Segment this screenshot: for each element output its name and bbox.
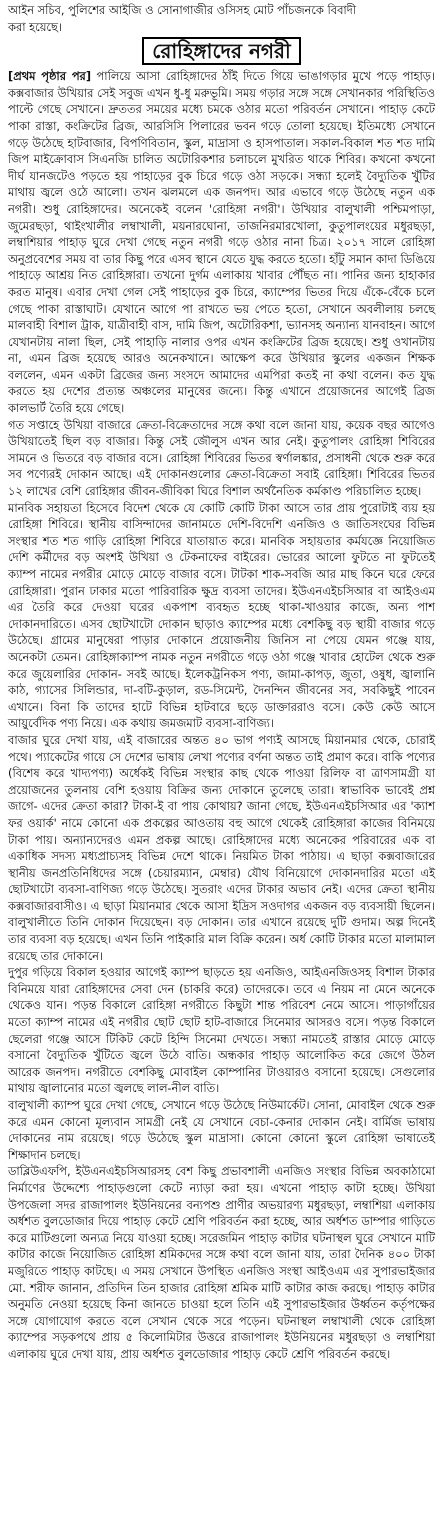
- article-paragraph: ডাব্লিউএফপি, ইউএনএইচসিআরসহ বেশ কিছু প্রভাবশালী এনজিও সংস্থার বিভিন্ন অবকাঠামো নির্মাণের উদ্দেশ্যে পাহাড়গুলো কেটে ন্যাড়া করা হয়। এখনো পাহাড় কাটা হচ্ছে। উখিয়া উপজেলা সদর রাজাপালং ইউনিয়নের বন্যপশু প্রাণীর অভয়ারণ্য মধুরছড়া, লম্বাশিয়া এলাকায় অর্ধশত বুলডোজার দিয়ে পাহাড় কেটে শ্রেণি পরিবর্তন করা হচ্ছে, আর অর্ধশত ডাম্পার গাড়িতে করে মাটিগুলো অন্যত্র নিয়ে যাওয়া হচ্ছে। সরেজমিন পাহাড় কাটার ঘটনাস্থল ঘুরে সেখানে মাটি কাটার কাজে নিয়োজিত রোহিঙ্গা শ্রমিকদের সঙ্গে কথা বলে জানা যায়, তারা দৈনিক ৪০০ টাকা মজুরিতে পাহাড় কাটছে। এ সময় সেখানে উপস্থিত এনজিও সংস্থা আইওএম এর সুপারভাইজার মো. শরীফ জানান, প্রতিদিন তিন হাজার রোহিঙ্গা শ্রমিক মাটি কাটার কাজ করছে। পাহাড় কাটার অনুমতি নেওয়া হয়েছে কিনা জানতে চাওয়া হলে তিনি এই সুপারভাইজার উর্ধ্বতন কর্তৃপক্ষের সঙ্গে যোগাযোগ করতে বলে সেখান থেকে সরে পড়েন। ঘটনাস্থল লম্বাখালী থেকে রোহিঙ্গা ক্যাম্পের সড়কপথে প্রায় ৫ কিলোমিটার উত্তরে রাজাপালং ইউনিয়নের মধুরছড়া ও লম্বাশিয়া এলাকায় ঘুরে দেখা যায়, প্রায় অর্ধশত বুলডোজার পাহাড় কেটে শ্রেণি পরিবর্তন করছে।: [8, 1164, 435, 1361]
- article-paragraph: মানবিক সহায়তা হিসেবে বিদেশ থেকে যে কোটি কোটি টাকা আসে তার প্রায় পুরোটাই ব্যয় হয় রোহিঙ্গা শিবিরে। স্থানীয় বাসিন্দাদের জানামতে দেশি-বিদেশি এনজিও ও জাতিসংঘের বিভিন্ন সংস্থার শত শত গাড়ি রোহিঙ্গা শিবিরে যাতায়াত করে। মানবিক সহায়তার কর্মযজ্ঞে নিয়োজিত দেশি কর্মীদের বড় অংশই উখিয়া ও টেকনাফের বাইরের। ভোরের আলো ফুটতে না ফুটতেই ক্যাম্প নামের নগরীর মোড়ে মোড়ে বাজার বসে। টাটকা শাক-সবজি আর মাছ কিনে ঘরে ফেরে রোহিঙ্গারা। পুরান ঢাকার মতো পারিবারিক ক্ষুদ্র ব্যবসা তাদের। ইউএনএইচসিআর বা আইওএম এর তৈরি করে দেওয়া ঘরের একপাশ ব্যবহৃত হচ্ছে থাকা-খাওয়ার কাজে, অন্য পাশ দোকানদারিতে। এসব ছোটখাটো দোকান ছাড়াও ক্যাম্পের মধ্যে বেশকিছু বড় স্থায়ী বাজার গড়ে উঠেছে। গ্রামের মানুষেরা পাড়ার দোকানে প্রয়োজনীয় জিনিস না পেয়ে যেমন গঞ্জে যায়, অনেকটা তেমন। রোহিঙ্গাক্যাম্প নামক নতুন নগরীতে গড়ে ওঠা গঞ্জে খাবার হোটেল থেকে শুরু করে জুয়েলারির দোকান- সবই আছে। ইলেকট্রনিকস পণ্য, জামা-কাপড়, জুতা, ওষুধ, জ্বালানি কাঠ, গ্যাসের সিলিন্ডার, দা-বটি-কুড়াল, রড-সিমেন্ট, দৈনন্দিন জীবনের সব, সবকিছুই পাবেন এখানে। বিনা কি তাদের হাটে বিভিন্ন হাটবারে ছড়ে ডাক্তাররাও বসে। কেউ কেউ আসে আয়ুর্বেদিক পণ্য নিয়ে। এক কথায় জমজমাট ব্যবসা-বাণিজ্য।: [8, 500, 435, 731]
- article-paragraph: [8, 68, 435, 416]
- article-body: [8, 68, 435, 1362]
- previous-article-line: আইন সচিব, পুলিশের আইজি ও সোনাগাজীর ওসিসহ মোট পাঁচজনকে বিবাদী: [8, 3, 356, 17]
- paragraph-text: পালিয়ে আসা রোহিঙ্গাদের ঠাঁই দিতে গিয়ে ভাঙাগড়ার মুখে পড়ে পাহাড়। কক্সবাজার উখিয়ার সেই সবুজ এখন ধু-ধু মরুভূমি। সময় গড়ার সঙ্গে সঙ্গে সেখানকার পরিস্থিতিও পাল্টে গেছে সেখানে। দ্রুততর সময়ের মধ্যে চমকে ওঠার মতো পরিবর্তন সেখানে। পাহাড় কেটে পাকা রাস্তা, কংক্রিটের ব্রিজ, আরসিসি পিলারের ভবন গড়ে তোলা হয়েছে। ইতিমধ্যে সেখানে গড়ে উঠেছে হাটবাজার, বিপণিবিতান, স্কুল, মাদ্রাসা ও হাসপাতাল। সকাল-বিকাল শত শত দামি জিপ মাইক্রোবাস সিএনজি চালিত অটোরিকশার চলাচলে মুখরিত থাকে শিবির। কখনো কখনো দীর্ঘ যানজটেও পড়তে হয় পাহাড়ের বুক চিরে গড়ে ওঠা সড়কে। সন্ধ্যা হলেই বৈদ্যুতিক খুঁটির মাথায় জ্বলে ওঠে আলো। তখন ঝলমলে এক জনপদ। আর এভাবে গড়ে উঠেছে নতুন এক নগরী। শুধু রোহিঙ্গাদের। অনেকেই বলেন 'রোহিঙ্গা নগরী'। উখিয়ার বালুখালী পশ্চিমপাড়া, জুমেরছড়া, থাইংখালীর লম্বাখালী, ময়নারঘোনা, তাজনিরমারখোলা, কুতুপালংয়ের মধুরছড়া, লম্বাশিয়ার পাহাড় ঘুরে দেখা গেছে নতুন নগরী গড়ে ওঠার নানা চিত্র। ২০১৭ সালে রোহিঙ্গা অনুপ্রবেশের সময় বা তার কিছু পরে এসব স্থানে যেতে যুদ্ধ করতে হতো। হাঁটু সমান কাদা ডিঙিয়ে পাহাড়ে আশ্রয় নিত রোহিঙ্গারা। তখনো দুর্গম এলাকায় খাবার পৌঁছত না। পানির জন্য হাহাকার করত মানুষ। এবার দেখা গেল সেই পাহাড়ের বুক চিরে, ক্যাম্পের ভিতর দিয়ে এঁকে-বেঁকে চলে গেছে পাকা রাস্তাঘাট। যেখানে আগে পা রাখতে ভয় পেতে হতো, সেখানে অবলীলায় চলছে মালবাহী বিশাল ট্রাক, যাত্রীবাহী বাস, দামি জিপ, অটোরিকশা, ভ্যানসহ অন্যান্য যানবাহন। আগে যেখানটায় নালা ছিল, সেই পাহাড়ি নালার ওপর এখন কংক্রিটের ব্রিজ হয়েছে। শুধু ওখানটায় না, এমন ব্রিজ হয়েছে আরও অনেকখানে। আক্ষেপ করে উখিয়ার স্কুলের একজন শিক্ষক বললেন, এমন একটা ব্রিজের জন্য সংসদে আমাদের এমপিরা কতই না কথা বলেন। কত যুদ্ধ করতে হয় দেশের প্রত্যন্ত অঞ্চলের মানুষের জন্যে। কিন্তু এখানে প্রয়োজনের আগেই ব্রিজ কালভার্ট তৈরি হয়ে গেছে।: [8, 69, 435, 416]
- article-paragraph: বাজার ঘুরে দেখা যায়, এই বাজারের অন্তত ৪০ ভাগ পণ্যই আসছে মিয়ানমার থেকে, চোরাই পথে। প্যাকেটের গায়ে সে দেশের ভাষায় লেখা পণ্যের বর্ণনা অন্তত তাই প্রমাণ করে। বাকি পণ্যের (বিশেষ করে খাদ্যপণ্য) অর্ধেকই বিভিন্ন সংস্থার কাছ থেকে পাওয়া রিলিফ বা ত্রাণসামগ্রী যা প্রয়োজনের তুলনায় বেশি হওয়ায় বিক্রির জন্য দোকানে তুলেছে তারা। স্বাভাবিক ভাবেই প্রশ্ন জাগে- এদের ক্রেতা কারা? টাকা-ই বা পায় কোথায়? জানা গেছে, ইউএনএইচসিআর এর 'ক্যাশ ফর ওয়ার্ক' নামে কোনো এক প্রকল্পের আওতায় বহু আগে থেকেই রোহিঙ্গারা কাজের বিনিময়ে টাকা পায়। অন্যান্যদেরও এমন প্রকল্প আছে। রোহিঙ্গাদের মধ্যে অনেকের পরিবারের এক বা একাধিক সদস্য মধ্যপ্রাচ্যসহ বিভিন্ন দেশে থাকে। নিয়মিত টাকা পাঠায়। এ ছাড়া কক্সবাজারের স্থানীয় জনপ্রতিনিধিদের সঙ্গে (চেয়ারম্যান, মেম্বার) যৌথ বিনিয়োগে দোকানদারির মতো এই ছোটখাটো ব্যবসা-বাণিজ্য গড়ে উঠেছে। সুতরাং এদের টাকার অভাব নেই। এদের ক্রেতা স্থানীয় কক্সবাজারবাসীও। এ ছাড়া মিয়ানমার থেকে আসা ইদ্রিস সওদাগর একজন বড় ব্যবসায়ী ছিলেন। বালুখালীতে তিনি দোকান দিয়েছেন। বড় দোকান। তার এখানে রয়েছে দুটি গুদাম। অল্প দিনেই তার ব্যবসা বড় হয়েছে। এখন তিনি পাইকারি মাল বিক্রি করেন। অর্ধ কোটি টাকার মতো মালামাল রয়েছে তার দোকানে।: [8, 732, 435, 963]
- previous-article-tail: [8, 2, 435, 35]
- article-paragraph: বালুখালী ক্যাম্প ঘুরে দেখা গেছে, সেখানে গড়ে উঠেছে নিউমার্কেট। সোনা, মোবাইল থেকে শুরু করে এমন কোনো মূল্যবান সামগ্রী নেই যে সেখানে বেচা-কেনার দোকান নেই। বার্মিজ ভাষায় দোকানের নাম রয়েছে। গড়ে উঠেছে স্কুল মাদ্রাসা। কোনো কোনো স্কুলে রোহিঙ্গা ভাষাতেই শিক্ষাদান চলছে।: [8, 1098, 435, 1162]
- article-paragraph: গত সপ্তাহে উখিয়া বাজারে ক্রেতা-বিক্রেতাদের সঙ্গে কথা বলে জানা যায়, কয়েক বছর আগেও উখিয়াতেই ছিল বড় বাজার। কিন্তু সেই জৌলুস এখন আর নেই। কুতুপালং রোহিঙ্গা শিবিরের সামনে ও ভিতরে বড় বাজার বসে। রোহিঙ্গা শিবিরের ভিতর স্বর্ণালঙ্কার, প্রসাধনী থেকে শুরু করে সব পণ্যেরই দোকান আছে। এই দোকানগুলোর ক্রেতা-বিক্রেতা সবাই রোহিঙ্গা। শিবিরের ভিতর ১২ লাখের বেশি রোহিঙ্গার জীবন-জীবিকা ঘিরে বিশাল অর্থনৈতিক কর্মকাণ্ড পরিচালিত হচ্ছে।: [8, 417, 435, 499]
- article-paragraph: দুপুর গড়িয়ে বিকাল হওয়ার আগেই ক্যাম্প ছাড়তে হয় এনজিও, আইএনজিওসহ বিশাল টাকার বিনিময়ে যারা রোহিঙ্গাদের সেবা দেন (চাকরি করে) তাদেরকে। তবে এ নিয়ম না মেনে অনেকে থেকেও যান। পড়ন্ত বিকালে রোহিঙ্গা নগরীতে কিছুটা শান্ত পরিবেশ নেমে আসে। পাড়াগাঁয়ের মতো ক্যাম্প নামের এই নগরীর ছোট ছোট হাট-বাজারে সিনেমার আসরও বসে। পড়ন্ত বিকালে ছেলেরা গঞ্জে আসে টিকিট কেটে হিন্দি সিনেমা দেখতে। সন্ধ্যা নামতেই রাস্তার মোড়ে মোড়ে বসানো বৈদ্যুতিক খুঁটিতে জ্বলে উঠে বাতি। অন্ধকার পাহাড় আলোকিত করে জেগে উঠল আরেক জনপদ। নগরীতে বেশকিছু মোবাইল কোম্পানির টাওয়ারও বসানো হয়েছে। সেগুলোর মাথায় জ্বালানোর মতো জ্বলছে লাল-নীল বাতি।: [8, 965, 435, 1096]
- previous-article-line: করা হয়েছে।: [8, 19, 62, 34]
- headline-box: [8, 37, 435, 65]
- continuation-label: [প্রথম পৃষ্ঠার পর]: [8, 69, 92, 84]
- headline: রোহিঙ্গাদের নগরী: [142, 37, 301, 65]
